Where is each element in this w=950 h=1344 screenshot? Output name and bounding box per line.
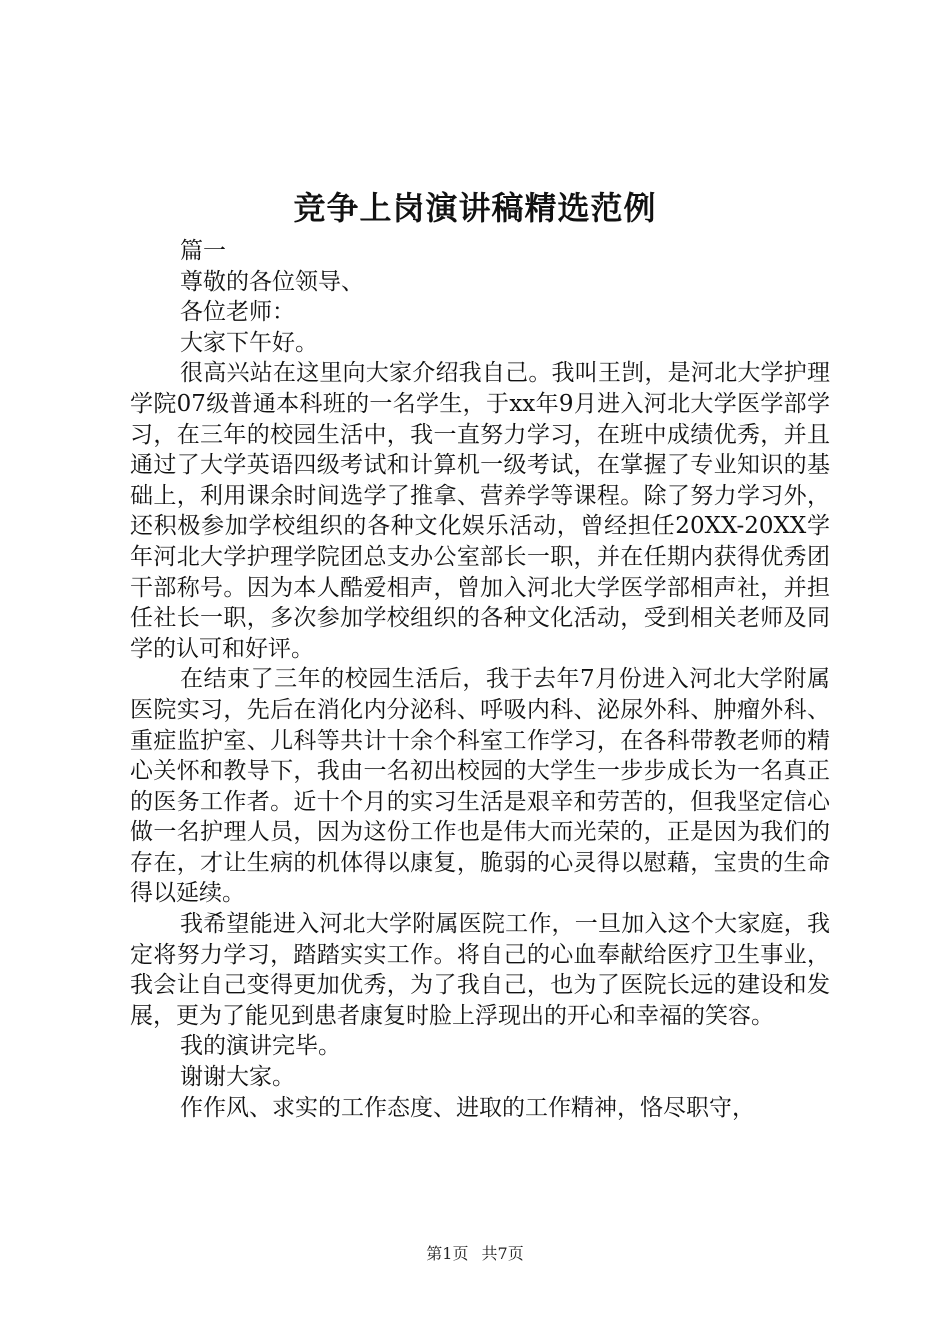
document-body: [130, 236, 830, 1123]
paragraph-self-introduction: 很高兴站在这里向大家介绍我自己。我叫王剀，是河北大学护理学院07级普通本科班的一名学生，于xx年9月进入河北大学医学部学习，在三年的校园生活中，我一直努力学习，在班中成绩优秀，并且通过了大学英语四级考试和计算机一级考试，在掌握了专业知识的基础上，利用课余时间选学了推拿、营养学等课程。除了努力学习外，还积极参加学校组织的各种文化娱乐活动，曾经担任20XX-20XX学年河北大学护理学院团总支办公室部长一职，并在任期内获得优秀团干部称号。因为本人酷爱相声，曾加入河北大学医学部相声社，并担任社长一职，多次参加学校组织的各种文化活动，受到相关老师及同学的认可和好评。: [130, 360, 830, 662]
paragraph-internship: 在结束了三年的校园生活后，我于去年7月份进入河北大学附属医院实习，先后在消化内分泌科、呼吸内科、泌尿外科、肿瘤外科、重症监护室、儿科等共计十余个科室工作学习，在各科带教老师的精心关怀和教导下，我由一名初出校园的大学生一步步成长为一名真正的医务工作者。近十个月的实习生活是艰辛和劳苦的，但我坚定信心做一名护理人员，因为这份工作也是伟大而光荣的，正是因为我们的存在，才让生病的机体得以康复，脆弱的心灵得以慰藉，宝贵的生命得以延续。: [130, 666, 830, 907]
document-title: 竞争上岗演讲稿精选范例: [293, 189, 657, 227]
paragraph-aspiration: 我希望能进入河北大学附属医院工作，一旦加入这个大家庭，我定将努力学习，踏踏实实工作。将自己的心血奉献给医疗卫生事业，我会让自己变得更加优秀，为了我自己，也为了医院长远的建设和发展，更为了能见到患者康复时脸上浮现出的开心和幸福的笑容。: [130, 911, 830, 1029]
page-number-total: 共7页: [481, 1244, 524, 1263]
paragraph-salutation-teachers: 各位老师：: [180, 299, 295, 326]
page-footer: [0, 1243, 950, 1265]
paragraph-greeting: 大家下午好。: [180, 329, 318, 356]
paragraph-thanks: 谢谢大家。: [180, 1064, 295, 1091]
page-number-current: 第1页: [426, 1244, 469, 1263]
paragraph-closing: 我的演讲完毕。: [180, 1033, 341, 1060]
paragraph-section-label: 篇一: [180, 238, 226, 264]
paragraph-continued: 作作风、求实的工作态度、进取的工作精神，恪尽职守，: [180, 1094, 755, 1121]
paragraph-salutation-leaders: 尊敬的各位领导、: [180, 268, 364, 295]
